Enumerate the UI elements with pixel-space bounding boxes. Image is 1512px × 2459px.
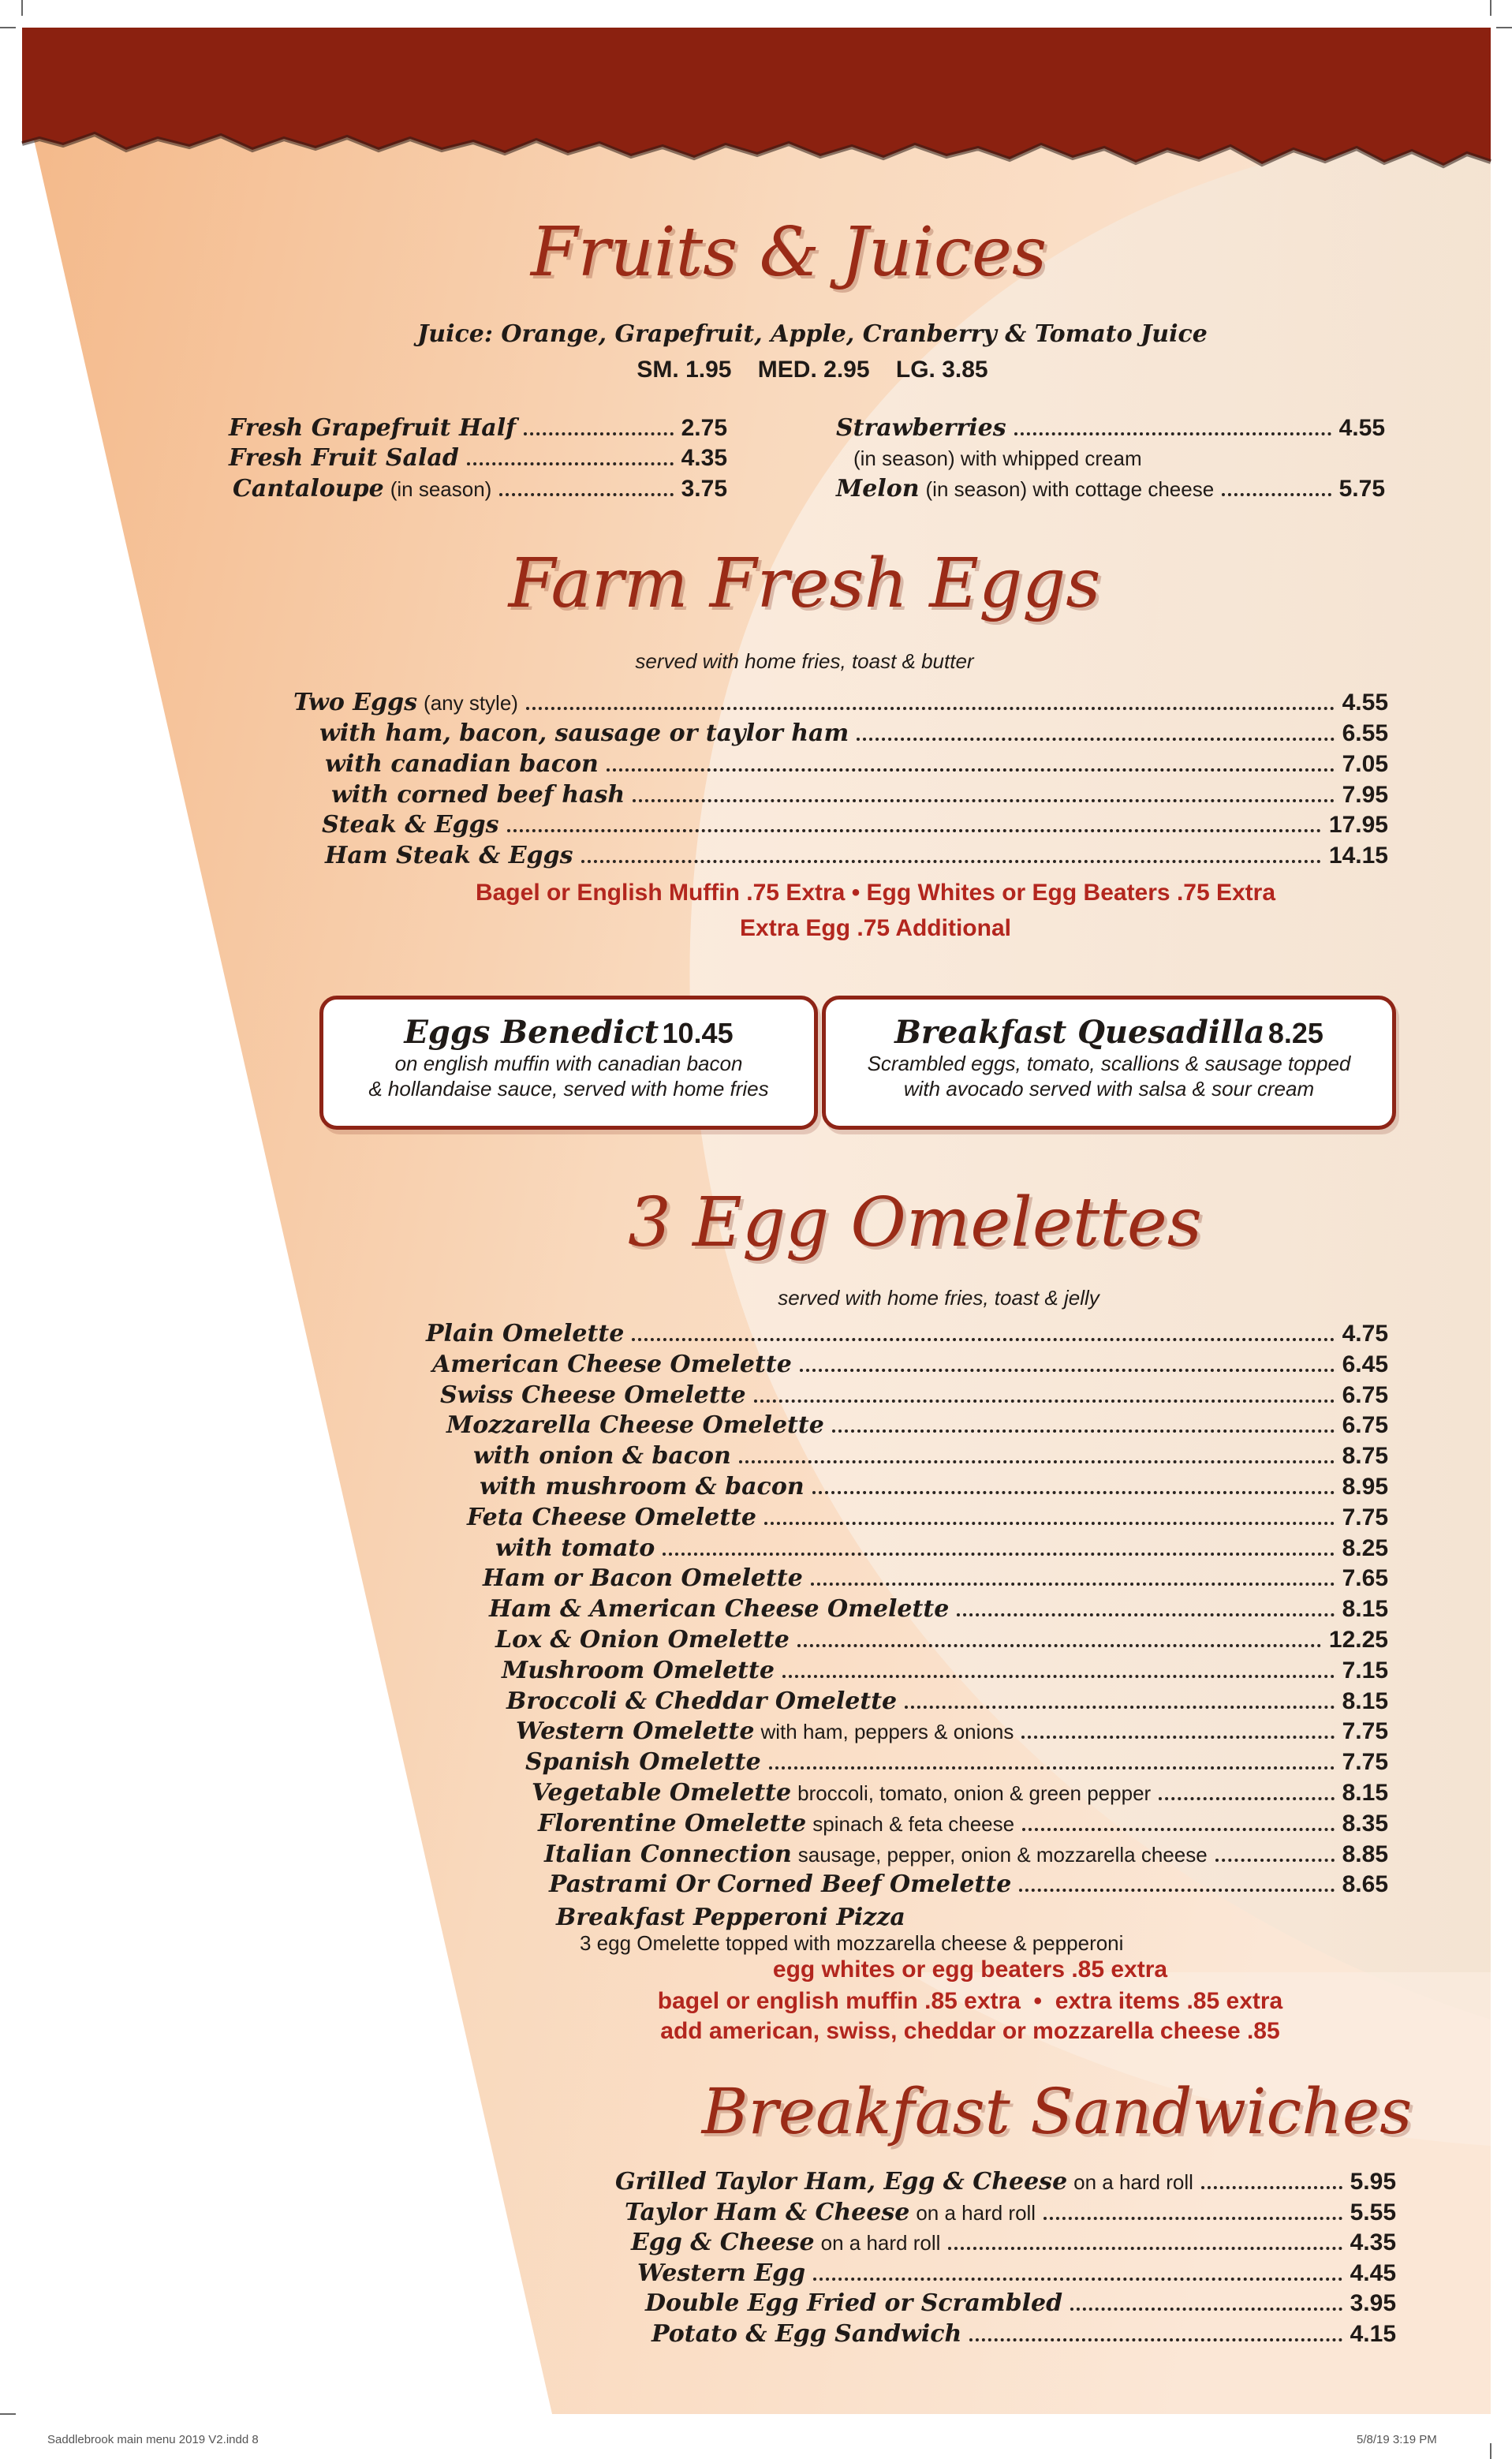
dot-leader — [811, 1583, 1335, 1586]
dot-leader — [969, 2338, 1342, 2341]
dot-leader — [754, 1400, 1335, 1403]
menu-item-with-ham-bacon — [319, 719, 1388, 747]
omelettes-row — [495, 1534, 1388, 1562]
sandwiches-row — [651, 2320, 1396, 2348]
fruits-title: Fruits & Juices — [530, 213, 1047, 292]
item-price: 8.15 — [1342, 1780, 1388, 1806]
omelettes-extra-1: egg whites or egg beaters .85 extra — [772, 1956, 1168, 1983]
item-price: 7.75 — [1342, 1749, 1388, 1776]
item-name: Strawberries — [836, 414, 1006, 442]
quesadilla-desc-2: with avocado served with salsa & sour cream — [903, 1077, 1315, 1101]
item-name: Mushroom Omelette — [502, 1656, 775, 1684]
item-name: Florentine Omelette — [538, 1809, 807, 1837]
menu-item-with-corned-beef-hash — [331, 781, 1388, 809]
dot-leader — [467, 462, 674, 465]
item-name: Swiss Cheese Omelette — [440, 1381, 746, 1409]
sandwiches-row — [631, 2229, 1396, 2256]
menu-item-strawberries — [836, 414, 1385, 442]
item-price: 6.75 — [1342, 1381, 1388, 1408]
dot-leader — [526, 707, 1335, 710]
quesadilla-price: 8.25 — [1267, 1017, 1323, 1049]
item-price: 7.75 — [1342, 1718, 1388, 1745]
item-desc: sausage, pepper, onion & mozzarella cheese — [797, 1842, 1208, 1867]
item-name: with ham, bacon, sausage or taylor ham — [319, 719, 849, 747]
item-price: 17.95 — [1328, 812, 1388, 838]
omelettes-row — [483, 1564, 1388, 1592]
dot-leader — [507, 829, 1321, 832]
dot-leader — [739, 1460, 1335, 1463]
item-name: Plain Omelette — [426, 1320, 625, 1347]
item-name: Ham or Bacon Omelette — [483, 1564, 803, 1593]
item-price: 8.65 — [1342, 1871, 1388, 1898]
sandwiches-row — [645, 2289, 1396, 2317]
eggs-benedict-desc-1: on english muffin with canadian bacon — [394, 1052, 743, 1075]
item-desc: (in season) — [390, 477, 492, 501]
dot-leader — [663, 1553, 1334, 1556]
item-price: 8.85 — [1342, 1841, 1388, 1867]
eggs-title: Farm Fresh Eggs — [508, 544, 1101, 623]
dot-leader — [782, 1675, 1335, 1678]
item-name: Western Omelette — [516, 1717, 755, 1746]
item-price: 4.35 — [1350, 2229, 1396, 2255]
omelettes-row — [532, 1779, 1388, 1807]
eggs-benedict-desc-2: & hollandaise sauce, served with home fries — [368, 1077, 769, 1101]
dot-leader — [1070, 2308, 1342, 2311]
item-name: Fresh Fruit Salad — [229, 444, 459, 472]
item-name: Two Eggs — [293, 689, 418, 716]
item-name: Fresh Grapefruit Half — [229, 414, 517, 442]
omelettes-row — [489, 1595, 1388, 1623]
dot-leader — [499, 493, 673, 496]
item-desc: with ham, peppers & onions — [760, 1720, 1014, 1744]
dot-leader — [797, 1644, 1321, 1647]
item-price: 7.05 — [1342, 751, 1388, 777]
item-desc: on a hard roll — [820, 2231, 941, 2255]
omelettes-row — [432, 1351, 1388, 1378]
dot-leader — [905, 1706, 1334, 1709]
juice-line: Juice: Orange, Grapefruit, Apple, Cranberry & Tomato Juice — [417, 320, 1208, 348]
item-price: 6.45 — [1342, 1351, 1388, 1377]
item-name: Melon — [836, 475, 920, 503]
omelettes-extra-3: add american, swiss, cheddar or mozzarella cheese .85 — [660, 2018, 1280, 2044]
dot-leader — [957, 1613, 1334, 1616]
item-name: Double Egg Fried or Scrambled — [645, 2289, 1063, 2317]
omelettes-row — [525, 1748, 1388, 1776]
menu-item-ham-steak-and-eggs — [325, 842, 1388, 869]
omelettes-row — [480, 1473, 1388, 1500]
item-name: Western Egg — [637, 2259, 806, 2287]
item-name: with mushroom & bacon — [480, 1473, 805, 1500]
omelettes-row — [440, 1381, 1388, 1409]
omelettes-row — [446, 1411, 1388, 1439]
item-name: Spanish Omelette — [525, 1748, 761, 1777]
pizza-name: Breakfast Pepperoni Pizza — [556, 1904, 905, 1931]
sandwiches-row — [615, 2168, 1396, 2196]
dot-leader — [800, 1369, 1335, 1372]
item-name: Ham Steak & Eggs — [325, 842, 573, 869]
dot-leader — [1201, 2186, 1342, 2189]
item-price: 6.75 — [1342, 1412, 1388, 1439]
item-name: Lox & Onion Omelette — [495, 1626, 790, 1654]
item-price: 4.75 — [1342, 1321, 1388, 1347]
dot-leader — [769, 1766, 1335, 1770]
omelettes-row — [506, 1687, 1388, 1715]
item-desc: (in season) with cottage cheese — [925, 477, 1215, 501]
omelettes-row — [516, 1717, 1388, 1745]
item-price: 7.95 — [1342, 782, 1388, 808]
eggs-extra-2: Extra Egg .75 Additional — [740, 915, 1011, 941]
item-price: 3.95 — [1350, 2290, 1396, 2316]
dot-leader — [764, 1522, 1335, 1525]
item-name: with onion & bacon — [473, 1442, 731, 1471]
item-price: 2.75 — [681, 415, 727, 441]
item-name: American Cheese Omelette — [432, 1350, 792, 1378]
item-name: with tomato — [495, 1534, 655, 1562]
omelettes-row — [549, 1870, 1388, 1898]
item-name: Cantaloupe — [233, 475, 384, 503]
item-name: with corned beef hash — [331, 781, 625, 809]
dot-leader — [857, 738, 1334, 741]
menu-item-melon — [836, 475, 1385, 503]
menu-item-steak-and-eggs — [322, 811, 1388, 839]
sandwiches-title: Breakfast Sandwiches — [701, 2075, 1413, 2148]
item-name: Broccoli & Cheddar Omelette — [506, 1687, 898, 1715]
menu-item-fresh-fruit-salad — [229, 444, 727, 472]
item-price: 4.15 — [1350, 2320, 1396, 2347]
item-desc: spinach & feta cheese — [812, 1811, 1015, 1836]
item-desc: on a hard roll — [1073, 2170, 1193, 2194]
item-price: 4.55 — [1342, 689, 1388, 716]
dot-leader — [607, 768, 1335, 772]
juice-sizes: SM. 1.95 MED. 2.95 LG. 3.85 — [637, 357, 988, 383]
item-name: Feta Cheese Omelette — [467, 1503, 757, 1531]
dot-leader — [1222, 493, 1331, 496]
item-price: 4.55 — [1338, 415, 1385, 441]
strawberries-desc: (in season) with whipped cream — [853, 447, 1142, 470]
item-price: 8.35 — [1342, 1810, 1388, 1837]
pizza-desc: 3 egg Omelette topped with mozzarella cheese & pepperoni — [580, 1931, 1124, 1955]
item-desc: on a hard roll — [916, 2200, 1036, 2225]
item-price: 5.75 — [1338, 476, 1385, 502]
dot-leader — [1159, 1797, 1334, 1800]
item-desc: (any style) — [424, 691, 518, 715]
item-price: 8.95 — [1342, 1474, 1388, 1500]
dot-leader — [581, 860, 1321, 863]
item-price: 12.25 — [1328, 1627, 1388, 1653]
dot-leader — [832, 1429, 1335, 1433]
eggs-extra-1: Bagel or English Muffin .75 Extra • Egg Whites or Egg Beaters .75 Extra — [475, 880, 1276, 906]
item-price: 14.15 — [1328, 843, 1388, 869]
item-name: Italian Connection — [544, 1840, 792, 1868]
item-price: 5.55 — [1350, 2199, 1396, 2225]
item-name: Egg & Cheese — [631, 2229, 815, 2256]
breakfast-quesadilla-box — [822, 996, 1396, 1130]
omelettes-row — [467, 1504, 1388, 1531]
omelettes-title: 3 Egg Omelettes — [628, 1183, 1202, 1262]
menu-item-with-canadian-bacon — [325, 750, 1388, 778]
dot-leader — [1014, 432, 1331, 435]
eggs-benedict-name: Eggs Benedict — [404, 1014, 659, 1051]
menu-item-fresh-grapefruit-half — [229, 414, 727, 442]
menu-item-cantaloupe — [233, 475, 727, 503]
item-name: Grilled Taylor Ham, Egg & Cheese — [615, 2168, 1068, 2196]
item-price: 4.45 — [1350, 2259, 1396, 2286]
omelettes-row — [502, 1657, 1388, 1684]
omelettes-row — [426, 1320, 1388, 1347]
footer-timestamp: 5/8/19 3:19 PM — [1357, 2433, 1437, 2446]
item-name: Mozzarella Cheese Omelette — [446, 1411, 824, 1440]
dot-leader — [812, 1491, 1335, 1494]
item-price: 7.75 — [1342, 1504, 1388, 1530]
item-price: 8.75 — [1342, 1443, 1388, 1470]
item-name: Ham & American Cheese Omelette — [489, 1595, 950, 1624]
dot-leader — [632, 1338, 1334, 1341]
item-name: Vegetable Omelette — [532, 1779, 792, 1807]
item-price: 3.75 — [681, 476, 727, 502]
quesadilla-desc-1: Scrambled eggs, tomato, scallions & sausage topped — [867, 1052, 1351, 1075]
dot-leader — [1019, 1889, 1334, 1892]
eggs-subtitle: served with home fries, toast & butter — [635, 649, 974, 673]
item-price: 8.15 — [1342, 1687, 1388, 1714]
item-price: 7.15 — [1342, 1657, 1388, 1684]
omelettes-row — [538, 1810, 1388, 1837]
dot-leader — [813, 2278, 1342, 2281]
omelettes-row — [473, 1442, 1388, 1470]
item-price: 8.25 — [1342, 1534, 1388, 1561]
omelettes-row — [544, 1841, 1388, 1868]
item-price: 4.35 — [681, 445, 727, 471]
item-name: Taylor Ham & Cheese — [625, 2198, 910, 2226]
item-name: Pastrami Or Corned Beef Omelette — [549, 1870, 1012, 1899]
item-price: 7.65 — [1342, 1565, 1388, 1592]
sandwiches-row — [625, 2199, 1396, 2226]
dot-leader — [1043, 2217, 1342, 2220]
dot-leader — [524, 432, 674, 435]
item-name: Steak & Eggs — [322, 811, 499, 839]
item-name: with canadian bacon — [325, 750, 599, 778]
omelettes-row — [495, 1626, 1388, 1654]
eggs-benedict-price: 10.45 — [662, 1017, 734, 1049]
item-name: Potato & Egg Sandwich — [651, 2319, 962, 2348]
dot-leader — [1022, 1828, 1335, 1831]
footer-file-name: Saddlebrook main menu 2019 V2.indd 8 — [47, 2433, 259, 2446]
item-price: 5.95 — [1350, 2169, 1396, 2195]
menu-item-two-eggs — [293, 689, 1388, 716]
dot-leader — [633, 799, 1334, 802]
omelettes-extra-2: bagel or english muffin .85 extra • extra items .85 extra — [657, 1988, 1283, 2014]
dot-leader — [1021, 1736, 1334, 1739]
sandwiches-row — [637, 2259, 1396, 2287]
dot-leader — [1215, 1859, 1335, 1862]
eggs-benedict-box — [319, 996, 818, 1130]
item-desc: broccoli, tomato, onion & green pepper — [797, 1781, 1152, 1805]
quesadilla-name: Breakfast Quesadilla — [894, 1014, 1265, 1051]
dot-leader — [948, 2247, 1342, 2250]
item-price: 8.15 — [1342, 1596, 1388, 1623]
item-price: 6.55 — [1342, 720, 1388, 746]
omelettes-subtitle: served with home fries, toast & jelly — [778, 1286, 1099, 1310]
